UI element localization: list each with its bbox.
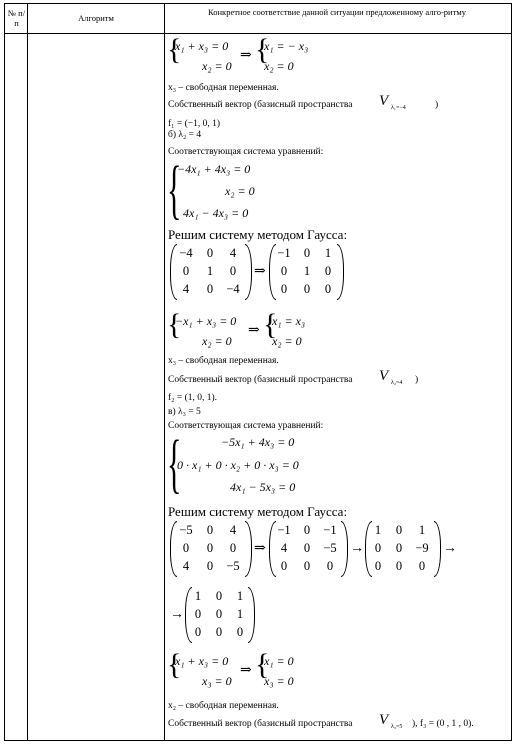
matrix-cell: 0 <box>206 246 214 260</box>
free-variable-note: x₃ – свободная переменная. <box>168 356 279 366</box>
implies-arrow: ⇒ <box>240 663 252 678</box>
matrix-cell: 0 <box>303 523 311 537</box>
matrix-bracket <box>341 521 348 577</box>
system-brace: { <box>255 648 270 681</box>
system-brace: { <box>255 33 270 66</box>
eigenvector-f2: f₂ = (1, 0, 1). <box>168 393 218 403</box>
system-brace: { <box>167 153 182 227</box>
space-subscript: λ₂=4 <box>391 380 403 386</box>
system-brace: { <box>167 427 182 501</box>
matrix-cell: 4 <box>182 282 190 296</box>
gauss-label: Решим систему методом Гаусса: <box>168 504 348 519</box>
column-divider <box>27 4 28 740</box>
system-equation: x₁ + x₃ = 0 <box>175 654 229 668</box>
matrix-cell: 1 <box>374 523 382 537</box>
matrix-cell: 0 <box>303 246 311 260</box>
matrix-cell: 0 <box>303 282 311 296</box>
system-label: Соответствующая система уравнений: <box>168 147 324 157</box>
system-equation: x₂ = 0 <box>272 334 302 348</box>
matrix-cell: 0 <box>324 282 332 296</box>
system-brace: { <box>167 648 182 681</box>
matrix-cell: 1 <box>236 589 244 603</box>
system-equation: 0 · x₁ + 0 · x₂ + 0 · x₃ = 0 <box>177 458 299 472</box>
free-variable-note: x₃ – свободная переменная. <box>168 83 279 93</box>
matrix-bracket <box>248 587 255 643</box>
matrix-cell: 1 <box>206 264 214 278</box>
close-paren: ) <box>435 100 439 110</box>
system-equation: x₂ = 0 <box>202 59 232 73</box>
space-symbol: V <box>379 93 389 109</box>
matrix-cell: −4 <box>226 282 240 296</box>
system-equation: x₁ = x₃ <box>272 314 306 328</box>
implies-arrow: ⇒ <box>254 541 266 556</box>
system-brace: { <box>263 308 278 341</box>
matrix <box>173 521 245 575</box>
matrix <box>173 244 245 298</box>
matrix-cell: 0 <box>229 264 237 278</box>
matrix-cell: 0 <box>182 541 190 555</box>
eigenvector-f3: ), f₃ = (0 , 1 , 0). <box>412 719 474 729</box>
matrix-bracket <box>434 521 441 577</box>
system-equation: −x₁ + x₃ = 0 <box>175 314 237 328</box>
matrix-cell: 1 <box>303 264 311 278</box>
system-label: Соответствующая система уравнений: <box>168 421 324 431</box>
space-symbol: V <box>379 712 389 728</box>
matrix-cell: 0 <box>326 559 334 573</box>
matrix <box>272 521 342 575</box>
matrix-cell: −4 <box>179 246 193 260</box>
matrix-cell: 0 <box>206 541 214 555</box>
matrix-bracket <box>337 244 344 300</box>
matrix-cell: 0 <box>395 523 403 537</box>
matrix-bracket <box>245 521 252 577</box>
space-subscript: λ₁=−4 <box>391 105 406 111</box>
system-equation: 4x₁ − 5x₃ = 0 <box>230 480 296 494</box>
space-subscript: λ₃=5 <box>391 724 403 730</box>
system-equation: −5x₁ + 4x₃ = 0 <box>221 435 295 449</box>
implies-arrow: ⇒ <box>254 264 266 279</box>
gauss-label: Решим систему методом Гаусса: <box>168 227 348 242</box>
matrix-cell: 0 <box>303 541 311 555</box>
implies-arrow: ⇒ <box>248 323 260 338</box>
matrix-cell: 4 <box>229 523 237 537</box>
matrix-cell: 0 <box>206 559 214 573</box>
matrix-cell: −1 <box>323 523 337 537</box>
matrix-cell: 1 <box>418 523 426 537</box>
matrix-cell: −1 <box>277 523 291 537</box>
matrix-cell: 0 <box>374 559 382 573</box>
matrix-cell: 0 <box>324 264 332 278</box>
case-c-label: в) λ₃ = 5 <box>168 407 201 417</box>
matrix-cell: 1 <box>194 589 202 603</box>
system-equation: x₂ = 0 <box>225 184 255 198</box>
header-description: Конкретное соответствие данной ситуации предложенному алго-ритму <box>208 7 466 17</box>
matrix-cell: 0 <box>280 282 288 296</box>
close-paren: ) <box>415 375 419 385</box>
right-arrow: → <box>350 541 364 556</box>
right-arrow: → <box>170 607 184 622</box>
matrix-cell: −9 <box>415 541 429 555</box>
system-equation: x₂ = 0 <box>264 59 294 73</box>
system-equation: x₃ = 0 <box>202 674 232 688</box>
matrix-cell: 0 <box>194 607 202 621</box>
eigenvector-label: Собственный вектор (базисный пространства <box>168 719 353 729</box>
matrix <box>272 244 338 298</box>
matrix <box>368 521 434 575</box>
system-equation: −4x₁ + 4x₃ = 0 <box>177 162 251 176</box>
system-equation: x₃ = 0 <box>264 674 294 688</box>
right-arrow: → <box>443 541 457 556</box>
matrix-cell: 0 <box>206 282 214 296</box>
case-b-label: б) λ₂ = 4 <box>168 130 202 140</box>
matrix-cell: 0 <box>303 559 311 573</box>
system-brace: { <box>167 308 182 341</box>
header-algorithm: Алгоритм <box>78 13 114 23</box>
matrix-cell: 1 <box>324 246 332 260</box>
matrix-cell: −1 <box>277 246 291 260</box>
matrix-cell: −5 <box>323 541 337 555</box>
matrix-cell: 0 <box>280 264 288 278</box>
matrix-cell: 4 <box>182 559 190 573</box>
system-equation: x₂ = 0 <box>202 334 232 348</box>
eigenvector-label: Собственный вектор (базисный пространства <box>168 375 353 385</box>
matrix-cell: 0 <box>206 523 214 537</box>
free-variable-note: x₂ – свободная переменная. <box>168 701 279 711</box>
matrix-cell: 0 <box>215 625 223 639</box>
matrix-cell: 0 <box>236 625 244 639</box>
matrix-cell: 0 <box>395 559 403 573</box>
system-brace: { <box>167 33 182 66</box>
header-num: № п/п <box>7 8 26 28</box>
matrix-cell: 4 <box>280 541 288 555</box>
matrix-cell: −5 <box>226 559 240 573</box>
eigenvector-label: Собственный вектор (базисный пространства <box>168 100 353 110</box>
matrix-cell: 0 <box>395 541 403 555</box>
matrix-bracket <box>245 244 252 300</box>
matrix <box>188 587 250 641</box>
space-symbol: V <box>379 368 389 384</box>
system-equation: x₁ + x₃ = 0 <box>175 39 229 53</box>
document-table <box>4 3 512 741</box>
matrix-cell: 1 <box>236 607 244 621</box>
matrix-cell: 0 <box>374 541 382 555</box>
implies-arrow: ⇒ <box>240 48 252 63</box>
matrix-cell: 0 <box>280 559 288 573</box>
matrix-cell: 0 <box>194 625 202 639</box>
matrix-cell: 4 <box>229 246 237 260</box>
matrix-cell: 0 <box>182 264 190 278</box>
matrix-cell: −5 <box>179 523 193 537</box>
system-equation: x₁ = 0 <box>264 654 294 668</box>
matrix-cell: 0 <box>215 589 223 603</box>
system-equation: x₁ = − x₃ <box>264 39 309 53</box>
eigenvector-f1: f₁ = (−1, 0, 1) <box>168 119 221 129</box>
matrix-cell: 0 <box>229 541 237 555</box>
matrix-cell: 0 <box>418 559 426 573</box>
column-divider <box>164 4 165 740</box>
matrix-cell: 0 <box>215 607 223 621</box>
system-equation: 4x₁ − 4x₃ = 0 <box>183 206 249 220</box>
